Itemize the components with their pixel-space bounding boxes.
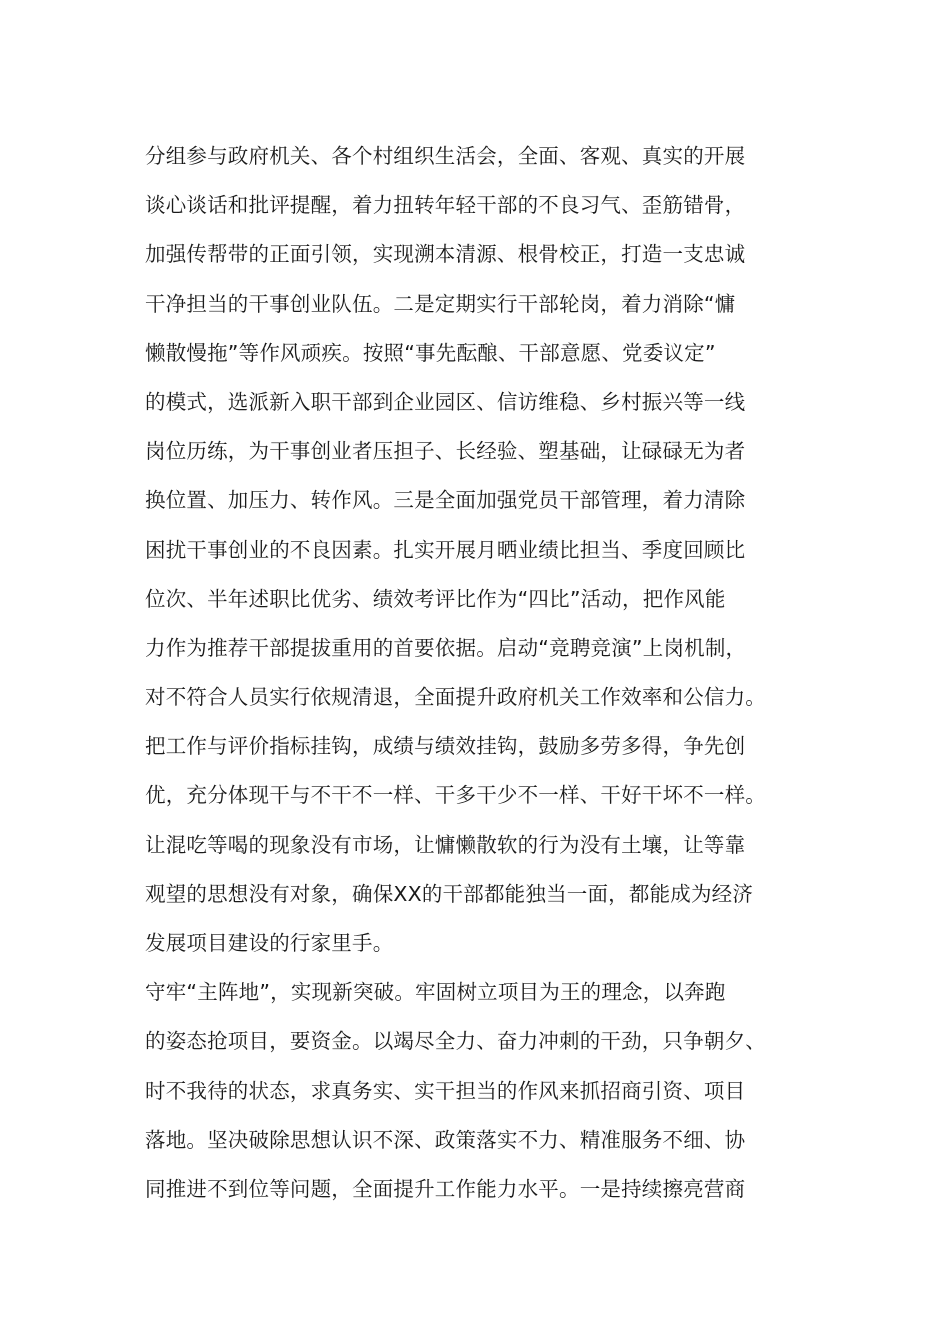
- text-line: 观望的思想没有对象，确保XX的干部都能独当一面，都能成为经济: [145, 881, 754, 906]
- text-line: 位次、半年述职比优劣、绩效考评比作为“四比”活动，把作风能: [145, 586, 726, 611]
- text-line: 的姿态抢项目，要资金。以竭尽全力、奋力冲刺的干劲，只争朝夕、: [145, 1029, 766, 1054]
- text-line: 守牢“主阵地”，实现新突破。牢固树立项目为王的理念，以奔跑: [145, 980, 726, 1005]
- text-line: 干净担当的干事创业队伍。二是定期实行干部轮岗，着力消除“慵: [145, 291, 736, 316]
- text-line: 岗位历练，为干事创业者压担子、长经验、塑基础，让碌碌无为者: [145, 439, 746, 464]
- text-line: 力作为推荐干部提拔重用的首要依据。启动“竞聘竞演”上岗机制，: [145, 635, 747, 660]
- text-line: 的模式，选派新入职干部到企业园区、信访维稳、乡村振兴等一线: [145, 389, 746, 414]
- text-line: 时不我待的状态，求真务实、实干担当的作风来抓招商引资、项目: [145, 1078, 746, 1103]
- text-line: 懒散慢拖”等作风顽疾。按照“事先酝酿、干部意愿、党委议定”: [145, 340, 716, 365]
- text-line: 落地。坚决破除思想认识不深、政策落实不力、精准服务不细、协: [145, 1127, 746, 1152]
- text-line: 换位置、加压力、转作风。三是全面加强党员干部管理，着力清除: [145, 488, 746, 513]
- text-line: 对不符合人员实行依规清退，全面提升政府机关工作效率和公信力。: [145, 685, 766, 710]
- text-line: 分组参与政府机关、各个村组织生活会，全面、客观、真实的开展: [145, 144, 746, 168]
- body-text: [145, 132, 845, 1214]
- text-line: 发展项目建设的行家里手。: [145, 931, 394, 955]
- text-line: 同推进不到位等问题，全面提升工作能力水平。一是持续擦亮营商: [145, 1176, 746, 1201]
- text-line: 加强传帮带的正面引领，实现溯本清源、根骨校正，打造一支忠诚: [145, 242, 746, 267]
- text-line: 把工作与评价指标挂钩，成绩与绩效挂钩，鼓励多劳多得，争先创: [145, 734, 746, 759]
- text-line: 谈心谈话和批评提醒，着力扭转年轻干部的不良习气、歪筋错骨，: [145, 193, 746, 218]
- text-line: 困扰干事创业的不良因素。扎实开展月晒业绩比担当、季度回顾比: [145, 537, 746, 562]
- text-line: 优，充分体现干与不干不一样、干多干少不一样、干好干坏不一样。: [145, 783, 766, 808]
- text-line: 让混吃等喝的现象没有市场，让慵懒散软的行为没有土壤，让等靠: [145, 832, 746, 857]
